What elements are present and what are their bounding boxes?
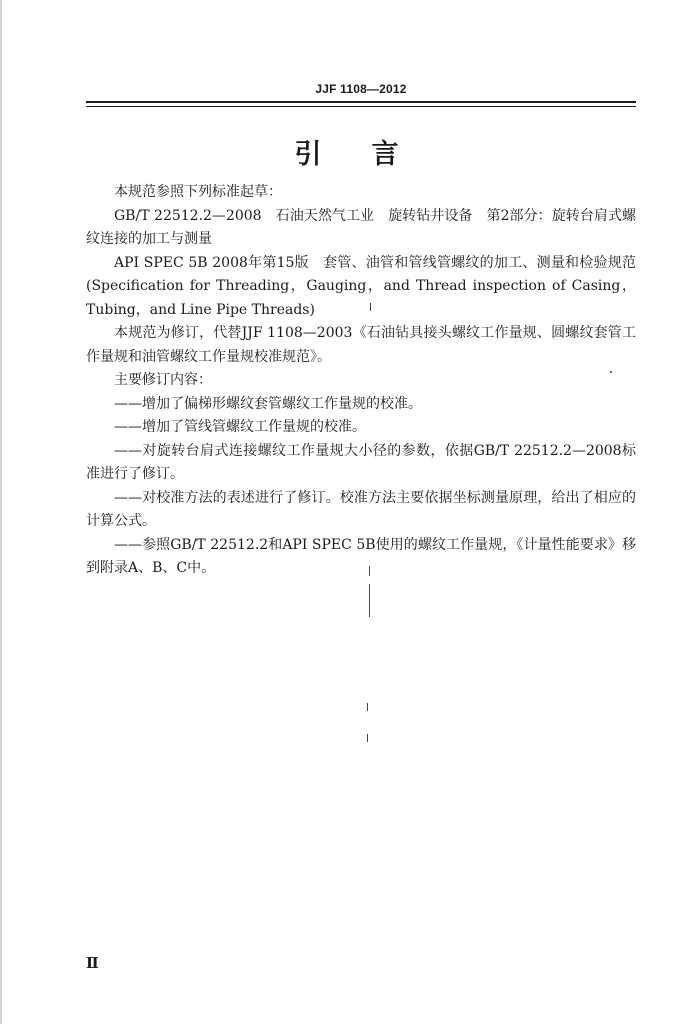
scan-artifact xyxy=(367,734,368,742)
revision-item-2: ——增加了管线管螺纹工作量规的校准。 xyxy=(114,419,366,435)
header-rule-thick xyxy=(86,101,636,103)
title-char-2: 言 xyxy=(371,139,401,170)
scan-artifact xyxy=(369,566,370,576)
scan-artifact xyxy=(369,584,370,617)
page-number: Ⅱ xyxy=(86,954,99,972)
paragraph-revision-statement: 本规范为修订，代替JJF 1108—2003《石油钻具接头螺纹工作量规、圆螺纹套管工作量规和油管螺纹工作量规校准规范》。 xyxy=(86,325,636,365)
paragraph-main-revisions: 主要修订内容： xyxy=(114,372,212,388)
page-title xyxy=(0,132,695,171)
paragraph-gbt-reference: GB/T 22512.2—2008 石油天然气工业 旋转钻井设备 第2部分：旋转台肩式螺纹连接的加工与测量 xyxy=(86,207,636,247)
scan-artifact xyxy=(610,371,612,373)
paragraph-api-reference: API SPEC 5B 2008年第15版 套管、油管和管线管螺纹的加工、测量和检验规范(Specification for Threading，Gauging，and Thread inspection of Casing，Tubing，and Line Pipe Threads) xyxy=(86,254,636,318)
revision-item-5: ——参照GB/T 22512.2和API SPEC 5B使用的螺纹工作量规，《计量性能要求》移到附录A、B、C中。 xyxy=(86,536,636,576)
scan-artifact xyxy=(370,303,371,311)
paragraph-drafting-basis: 本规范参照下列标准起草： xyxy=(114,184,282,200)
revision-item-4: ——对校准方法的表述进行了修订。校准方法主要依据坐标测量原理，给出了相应的计算公式。 xyxy=(86,489,636,529)
document-number-header: JJF 1108—2012 xyxy=(315,82,407,96)
revision-item-3: ——对旋转台肩式连接螺纹工作量规大小径的参数，依据GB/T 22512.2—2008标准进行了修订。 xyxy=(86,442,636,482)
revision-item-1: ——增加了偏梯形螺纹套管螺纹工作量规的校准。 xyxy=(114,395,422,412)
title-char-1: 引 xyxy=(294,139,324,170)
scan-artifact xyxy=(367,703,368,711)
body-text xyxy=(86,181,636,581)
header-rule-thin xyxy=(86,106,636,107)
